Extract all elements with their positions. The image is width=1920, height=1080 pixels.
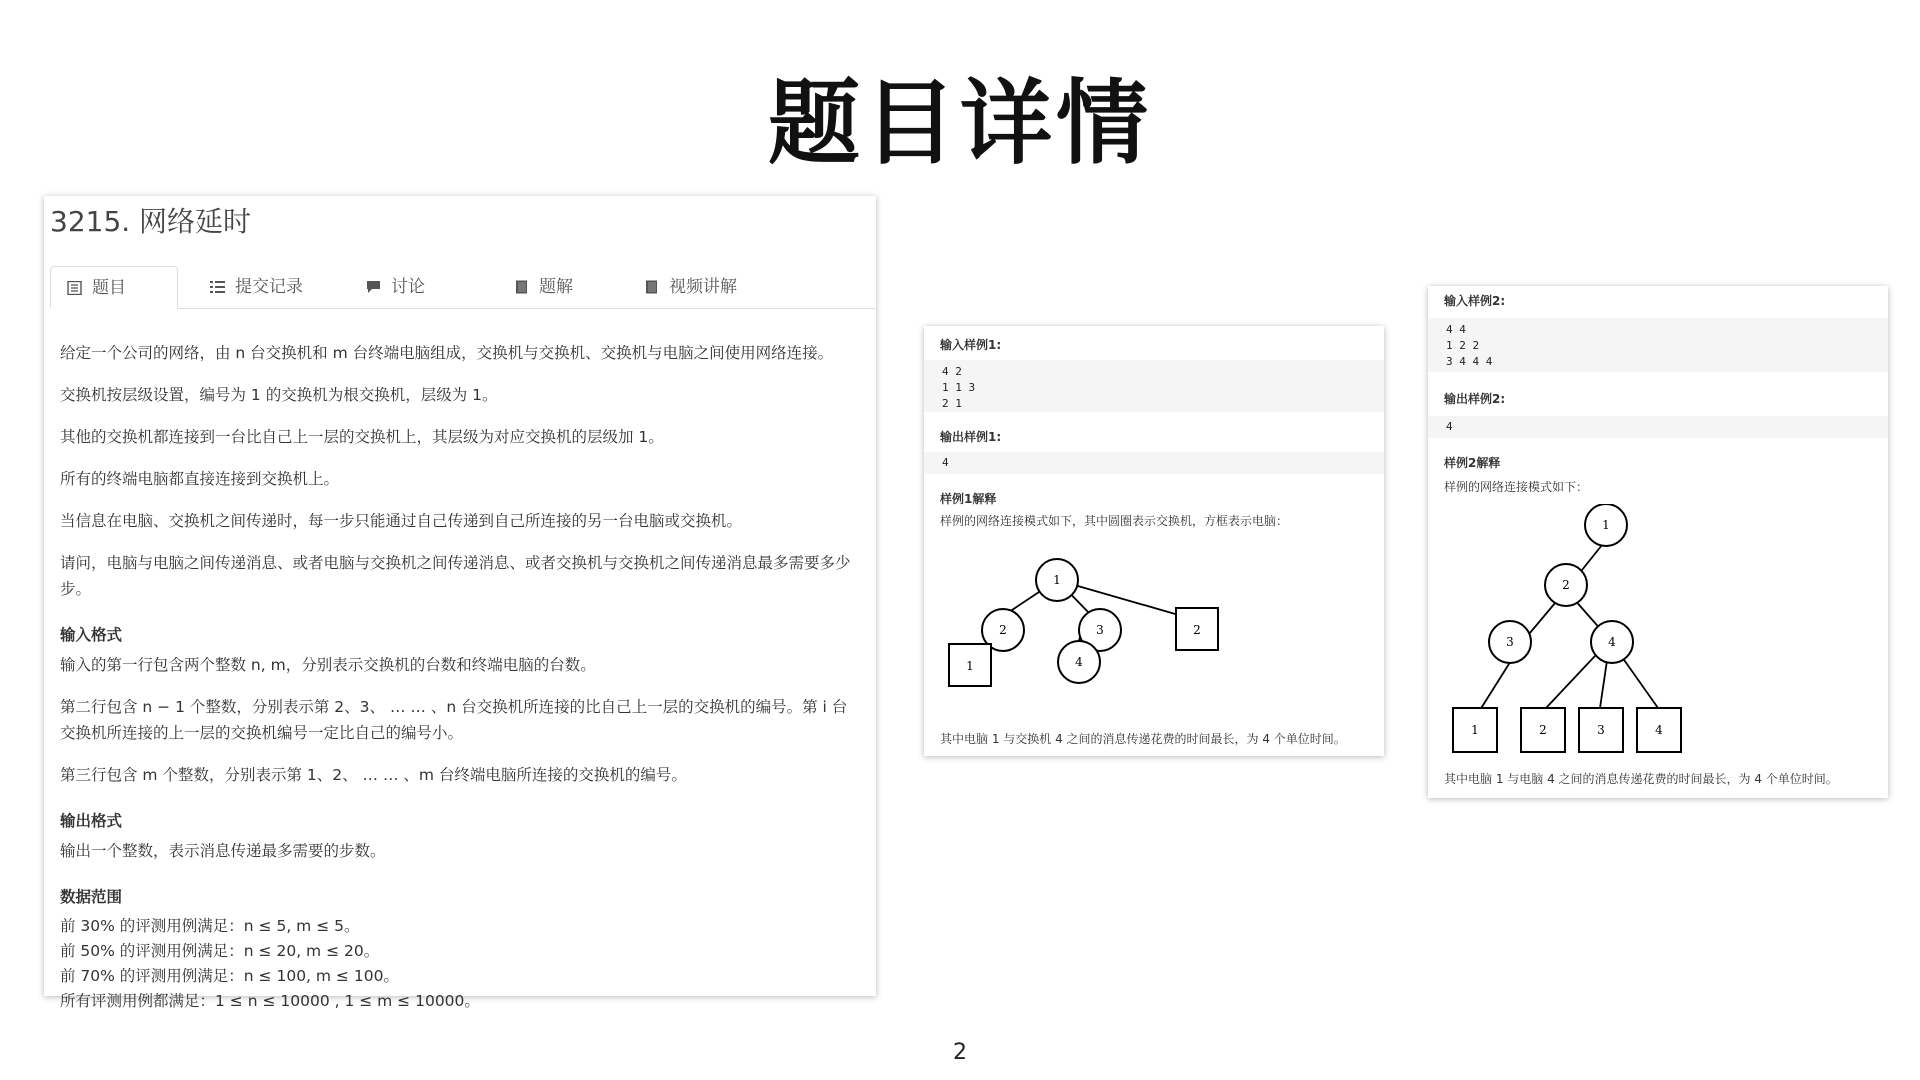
sample1-explain-text: 样例的网络连接模式如下，其中圆圈表示交换机，方框表示电脑：: [940, 514, 1289, 528]
paragraph: 请问，电脑与电脑之间传递消息、或者电脑与交换机之间传递消息、或者交换机与交换机之间传递消息最多需要多少步。: [60, 554, 851, 598]
computer-node: [949, 644, 991, 686]
code-line: 3 4 4 4: [1446, 355, 1493, 368]
data-range-line: 前 70% 的评测用例满足：n ≤ 100, m ≤ 100。: [60, 967, 399, 985]
switch-node: [1545, 564, 1587, 606]
book-icon: [644, 280, 659, 294]
computer-node: [1176, 608, 1218, 650]
sample2-note: 其中电脑 1 与电脑 4 之间的消息传递花费的时间最长，为 4 个单位时间。: [1444, 772, 1838, 786]
list-icon: [210, 280, 225, 294]
comment-icon: [366, 280, 381, 294]
code-line: 1 1 3: [942, 381, 976, 394]
switch-node: [1591, 621, 1633, 663]
code-line: 4: [942, 456, 949, 469]
sample1-output-label: 输出样例1:: [940, 430, 1002, 444]
node-label: 1: [966, 659, 974, 673]
sample2-input-label: 输入样例2:: [1444, 294, 1506, 308]
tab-solutions[interactable]: [498, 266, 589, 308]
switch-node: [1058, 641, 1100, 683]
tab-label: 提交记录: [235, 277, 303, 297]
page-number: 2: [953, 1040, 967, 1065]
input-format-heading: 输入格式: [60, 626, 123, 644]
node-label: 1: [1602, 518, 1610, 532]
input-format-line: 输入的第一行包含两个整数 n, m，分别表示交换机的台数和终端电脑的台数。: [60, 656, 596, 674]
sample2-panel: [1428, 286, 1888, 798]
node-label: 2: [1539, 723, 1547, 737]
node-label: 3: [1597, 723, 1605, 737]
problem-panel: [44, 196, 876, 1010]
problem-title: 3215. 网络延时: [50, 205, 252, 238]
node-label: 4: [1075, 655, 1083, 669]
data-range-line: 前 50% 的评测用例满足：n ≤ 20, m ≤ 20。: [60, 942, 380, 960]
problem-body: [60, 340, 860, 1014]
sample1-network-diagram: [924, 536, 1384, 706]
output-format-heading: 输出格式: [60, 812, 123, 830]
code-line: 4: [1446, 420, 1453, 433]
computer-node: [1579, 708, 1623, 752]
tab-label: 题解: [539, 277, 573, 297]
sample2-input-block: [1428, 318, 1888, 372]
node-label: 2: [1562, 578, 1570, 592]
sample2-explain-text: 样例的网络连接模式如下：: [1444, 480, 1589, 494]
tab-label: 题目: [92, 278, 126, 298]
data-range-line: 所有评测用例都满足：1 ≤ n ≤ 10000 , 1 ≤ m ≤ 10000。: [60, 992, 480, 1010]
computer-node: [1521, 708, 1565, 752]
sample2-explain-label: 样例2解释: [1444, 456, 1501, 470]
document-icon: [67, 281, 82, 295]
sample2-output-label: 输出样例2:: [1444, 392, 1506, 406]
book-icon: [514, 280, 529, 294]
code-line: 1 2 2: [1446, 339, 1480, 352]
sample2-network-diagram: [1428, 504, 1888, 754]
sample1-input-block: [924, 360, 1384, 412]
paragraph: 当信息在电脑、交换机之间传递时，每一步只能通过自己传递到自己所连接的另一台电脑或交换机。: [60, 512, 743, 530]
tab-discussion[interactable]: [350, 266, 441, 308]
sample1-panel: [924, 326, 1384, 756]
paragraph: 交换机按层级设置，编号为 1 的交换机为根交换机，层级为 1。: [60, 386, 498, 404]
sample1-input-label: 输入样例1:: [940, 338, 1002, 352]
problem-tabs: [50, 266, 876, 309]
computer-node: [1637, 708, 1681, 752]
node-label: 2: [999, 623, 1007, 637]
tab-problem[interactable]: [50, 266, 178, 309]
node-label: 4: [1608, 635, 1616, 649]
node-label: 4: [1655, 723, 1663, 737]
paragraph: 其他的交换机都连接到一台比自己上一层的交换机上，其层级为对应交换机的层级加 1。: [60, 428, 664, 446]
input-format-line: 第二行包含 n − 1 个整数，分别表示第 2、3、 … … 、n 台交换机所连接的比自己上一层的交换机的编号。第 i 台交换机所连接的上一层的交换机编号一定比自己的编号小。: [60, 698, 848, 742]
switch-node: [1036, 559, 1078, 601]
tab-label: 讨论: [391, 277, 425, 297]
output-format-line: 输出一个整数，表示消息传递最多需要的步数。: [60, 842, 386, 860]
input-format-line: 第三行包含 m 个整数，分别表示第 1、2、 … … 、m 台终端电脑所连接的交换机的编号。: [60, 766, 687, 784]
code-line: 4 4: [1446, 323, 1466, 336]
code-line: 2 1: [942, 397, 962, 410]
paragraph: 给定一个公司的网络，由 n 台交换机和 m 台终端电脑组成，交换机与交换机、交换机与电脑之间使用网络连接。: [60, 344, 834, 362]
computer-node: [1453, 708, 1497, 752]
data-range-line: 前 30% 的评测用例满足：n ≤ 5, m ≤ 5。: [60, 917, 360, 935]
switch-node: [1585, 504, 1627, 546]
node-label: 1: [1471, 723, 1479, 737]
node-label: 1: [1053, 573, 1061, 587]
node-label: 3: [1506, 635, 1514, 649]
node-label: 2: [1193, 623, 1201, 637]
tab-submissions[interactable]: [194, 266, 319, 308]
data-range-heading: 数据范围: [60, 888, 123, 906]
switch-node: [1489, 621, 1531, 663]
paragraph: 所有的终端电脑都直接连接到交换机上。: [60, 470, 340, 488]
node-label: 3: [1096, 623, 1104, 637]
sample1-explain-label: 样例1解释: [940, 492, 997, 506]
tab-label: 视频讲解: [669, 277, 737, 297]
tab-video[interactable]: [628, 266, 753, 308]
sample1-output-block: [924, 452, 1384, 474]
code-line: 4 2: [942, 365, 962, 378]
sample2-output-block: [1428, 416, 1888, 438]
sample1-note: 其中电脑 1 与交换机 4 之间的消息传递花费的时间最长，为 4 个单位时间。: [940, 732, 1346, 746]
slide-title: 题目详情: [767, 70, 1152, 177]
